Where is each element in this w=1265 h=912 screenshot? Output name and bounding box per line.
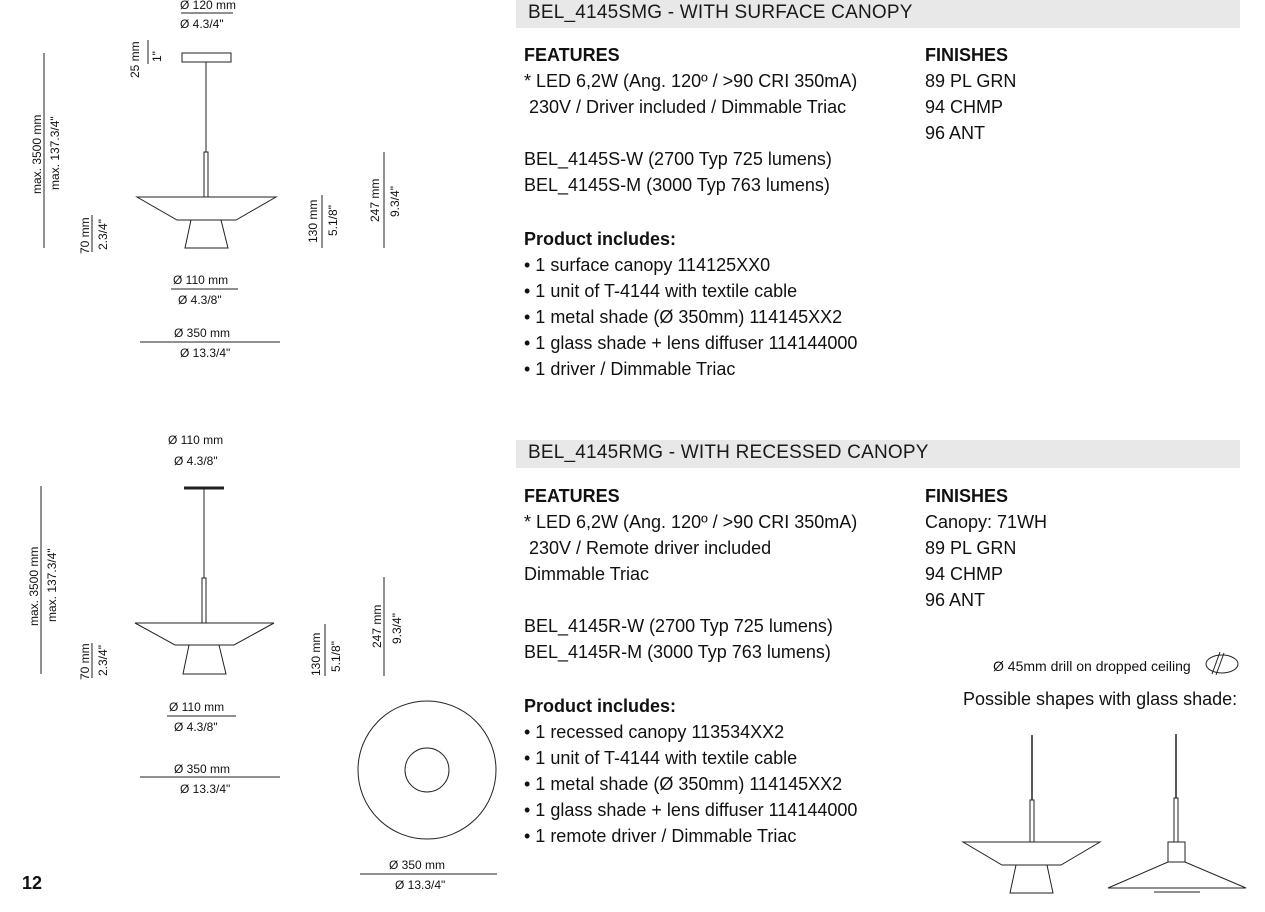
dim-canopy-height-mm: 25 mm xyxy=(128,41,142,78)
feature-spacer xyxy=(524,120,857,146)
finish-item: Canopy: 71WH xyxy=(925,512,1048,532)
includes-heading: Product includes: xyxy=(524,696,677,716)
surface-pendant-drawing xyxy=(137,53,276,248)
include-item: • 1 remote driver / Dimmable Triac xyxy=(524,826,797,846)
feature-line: Dimmable Triac xyxy=(524,564,650,584)
include-item: • 1 unit of T-4144 with textile cable xyxy=(524,748,798,768)
dim-canopy-mm: Ø 120 mm xyxy=(180,0,237,12)
dim-top-diameter-in: Ø 13.3/4" xyxy=(395,878,446,892)
top-view-drawing xyxy=(358,701,496,839)
section-header-surface xyxy=(516,0,1240,28)
finishes-list xyxy=(925,509,1047,613)
features-heading: FEATURES xyxy=(524,45,620,65)
include-item: • 1 unit of T-4144 with textile cable xyxy=(524,281,798,301)
section-title: BEL_4145SMG - WITH SURFACE CANOPY xyxy=(528,2,913,23)
dim-canopy-mm: Ø 110 mm xyxy=(168,433,224,447)
feature-line: 230V / Driver included / Dimmable Triac xyxy=(524,97,847,117)
includes-list xyxy=(524,252,857,382)
feature-line: * LED 6,2W (Ang. 120º / >90 CRI 350mA) xyxy=(524,71,858,91)
dim-max-length-in: max. 137.3/4" xyxy=(45,548,59,622)
include-item: • 1 metal shade (Ø 350mm) 114145XX2 xyxy=(524,307,843,327)
feature-line: BEL_4145S-W (2700 Typ 725 lumens) xyxy=(524,149,832,169)
dim-glass-height-mm: 70 mm xyxy=(78,217,92,254)
finish-item: 89 PL GRN xyxy=(925,538,1017,558)
include-item: • 1 recessed canopy 113534XX2 xyxy=(524,722,785,742)
includes-heading: Product includes: xyxy=(524,229,677,249)
dim-shade-diameter-mm: Ø 350 mm xyxy=(174,326,231,340)
feature-line: * LED 6,2W (Ang. 120º / >90 CRI 350mA) xyxy=(524,512,858,532)
feature-spacer xyxy=(524,587,857,613)
include-item: • 1 glass shade + lens diffuser 114144000 xyxy=(524,800,858,820)
dim-max-length-in: max. 137.3/4" xyxy=(48,116,62,190)
include-item: • 1 driver / Dimmable Triac xyxy=(524,359,736,379)
finish-item: 89 PL GRN xyxy=(925,71,1017,91)
include-item: • 1 glass shade + lens diffuser 114144000 xyxy=(524,333,858,353)
finish-item: 94 CHMP xyxy=(925,564,1004,584)
dim-max-length-mm: max. 3500 mm xyxy=(27,546,41,626)
dim-canopy-in: Ø 4.3/4" xyxy=(180,17,224,31)
dim-total-height-in: 9.3/4" xyxy=(390,613,404,644)
include-item: • 1 metal shade (Ø 350mm) 114145XX2 xyxy=(524,774,843,794)
features-heading: FEATURES xyxy=(524,486,620,506)
dim-total-height-mm: 247 mm xyxy=(370,604,384,648)
includes-list xyxy=(524,719,857,849)
dim-glass-diameter-in: Ø 4.3/8" xyxy=(174,720,218,734)
finishes-heading: FINISHES xyxy=(925,45,1009,65)
dim-max-length-mm: max. 3500 mm xyxy=(30,114,44,194)
dim-shade-diameter-in: Ø 13.3/4" xyxy=(180,782,231,796)
dim-total-height-mm: 247 mm xyxy=(368,178,382,222)
dim-shade-diameter-in: Ø 13.3/4" xyxy=(180,346,231,360)
dim-glass-diameter-mm: Ø 110 mm xyxy=(173,273,229,287)
shapes-caption: Possible shapes with glass shade: xyxy=(963,689,1238,709)
finish-item: 96 ANT xyxy=(925,590,986,610)
dim-glass-diameter-in: Ø 4.3/8" xyxy=(178,293,222,307)
shape-option-flat xyxy=(1108,734,1246,892)
features-list xyxy=(524,68,857,198)
feature-line: BEL_4145R-M (3000 Typ 763 lumens) xyxy=(524,642,831,662)
finishes-heading: FINISHES xyxy=(925,486,1009,506)
page-number: 12 xyxy=(22,873,43,893)
dim-shade-height-mm: 130 mm xyxy=(309,632,323,676)
recessed-pendant-drawing xyxy=(135,488,274,674)
finish-item: 94 CHMP xyxy=(925,97,1004,117)
dim-canopy-height-in: 1" xyxy=(150,51,164,62)
feature-line: 230V / Remote driver included xyxy=(524,538,772,558)
dim-glass-height-in: 2.3/4" xyxy=(96,645,110,676)
dim-total-height-in: 9.3/4" xyxy=(388,186,402,217)
dim-shade-height-in: 5.1/8" xyxy=(329,641,343,672)
dim-top-diameter-mm: Ø 350 mm xyxy=(389,858,446,872)
section-header-recessed xyxy=(516,440,1240,468)
dim-shade-height-in: 5.1/8" xyxy=(326,205,340,236)
shape-option-conical xyxy=(963,735,1100,893)
include-item: • 1 surface canopy 114125XX0 xyxy=(524,255,771,275)
dim-glass-diameter-mm: Ø 110 mm xyxy=(169,700,225,714)
feature-line: BEL_4145S-M (3000 Typ 763 lumens) xyxy=(524,175,830,195)
feature-line: BEL_4145R-W (2700 Typ 725 lumens) xyxy=(524,616,833,636)
dim-shade-height-mm: 130 mm xyxy=(306,199,320,243)
drill-icon xyxy=(1206,652,1238,675)
drill-note: Ø 45mm drill on dropped ceiling xyxy=(993,658,1191,674)
finish-item: 96 ANT xyxy=(925,123,986,143)
dim-glass-height-mm: 70 mm xyxy=(78,643,92,680)
dim-shade-diameter-mm: Ø 350 mm xyxy=(174,762,231,776)
features-list xyxy=(524,509,857,665)
dim-canopy-in: Ø 4.3/8" xyxy=(174,454,218,468)
finishes-list xyxy=(925,68,1016,146)
dim-glass-height-in: 2.3/4" xyxy=(96,219,110,250)
section-title: BEL_4145RMG - WITH RECESSED CANOPY xyxy=(528,442,929,463)
